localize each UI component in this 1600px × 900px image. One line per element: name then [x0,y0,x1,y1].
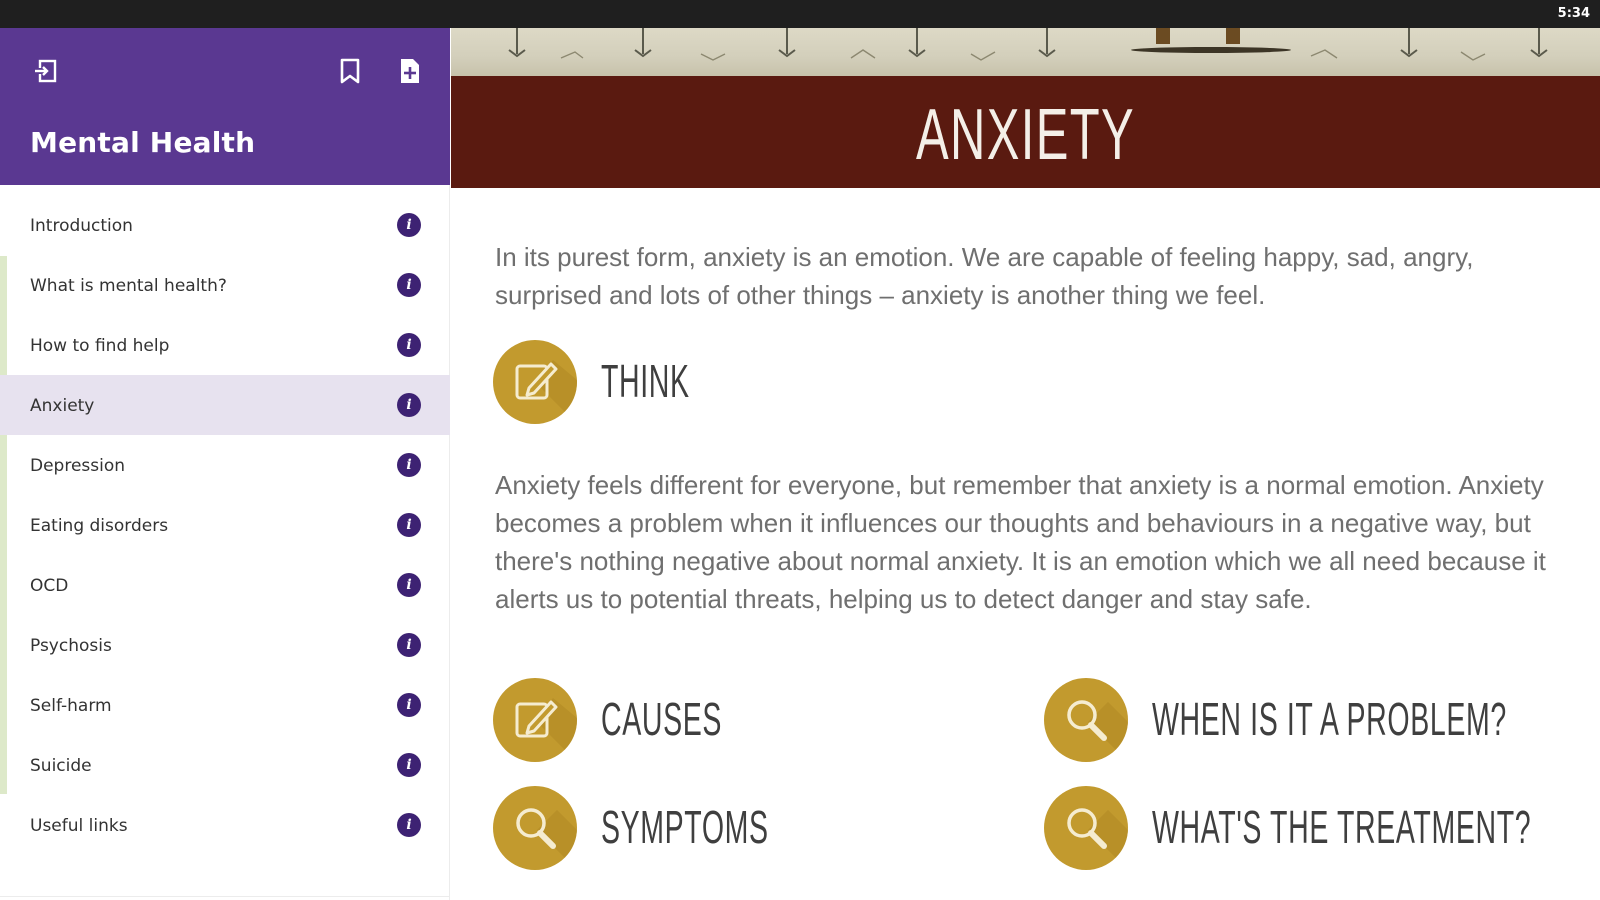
info-icon[interactable]: i [397,693,421,717]
magnifier-icon [493,786,577,870]
status-time: 5:34 [1557,6,1590,21]
sidebar-item-depression[interactable] [0,435,450,495]
sidebar-item-introduction[interactable] [0,195,450,255]
content-pane [451,28,1600,900]
sidebar-item-how-to-find-help[interactable] [0,315,450,375]
sidebar-item-anxiety[interactable] [0,375,450,435]
sidebar [0,28,450,900]
info-icon[interactable]: i [397,393,421,417]
sidebar-item-useful-links[interactable] [0,795,450,855]
info-icon[interactable]: i [397,573,421,597]
sidebar-item-eating-disorders[interactable] [0,495,450,555]
sidebar-item-ocd[interactable] [0,555,450,615]
nav-divider [0,896,450,897]
info-icon[interactable]: i [397,213,421,237]
sidebar-item-what-is-mental-health[interactable] [0,255,450,315]
app-title: Mental Health [30,126,256,159]
think-heading [493,340,793,426]
page-title: ANXIETY [915,95,1136,175]
sidebar-item-suicide[interactable] [0,735,450,795]
page-title-banner [451,76,1600,188]
sign-in-icon[interactable] [30,56,60,86]
sidebar-item-label: Anxiety [30,396,95,416]
section-link-what-s-the-treatment[interactable] [1044,786,1564,872]
info-icon[interactable]: i [397,633,421,657]
info-icon[interactable]: i [397,453,421,477]
bookmark-icon[interactable] [335,56,365,86]
info-icon[interactable]: i [397,333,421,357]
sidebar-item-label: Introduction [30,216,133,236]
intro-paragraph: In its purest form, anxiety is an emotion. We are capable of feeling happy, sad, angry, surprised and lots of other things – anxiety is another thing we feel. [495,242,1474,310]
section-label: CAUSES [601,693,723,745]
info-icon[interactable]: i [397,813,421,837]
section-link-causes[interactable] [493,678,1013,764]
magnifier-icon [1044,786,1128,870]
sidebar-item-label: Eating disorders [30,516,169,536]
section-label: WHAT'S THE TREATMENT? [1152,801,1532,853]
body-paragraph: Anxiety feels different for everyone, but remember that anxiety is a normal emotion. Anxiety becomes a problem when it influences our thoughts and behaviours in a negative way, but there's nothing negative about normal anxiety. It is an emotion which we all need because it alerts us to potential threats, helping us to detect danger and stay safe. [495,470,1546,614]
section-label: WHEN IS IT A PROBLEM? [1152,693,1507,745]
sidebar-item-label: Psychosis [30,636,112,656]
sidebar-item-label: Depression [30,456,126,476]
section-label: SYMPTOMS [601,801,769,853]
edit-icon [493,678,577,762]
info-icon[interactable]: i [397,753,421,777]
banner-illustration [451,28,1600,76]
sidebar-item-label: Self-harm [30,696,112,716]
section-link-when-is-it-a-problem[interactable] [1044,678,1564,764]
status-bar [0,0,1600,28]
think-label: THINK [601,355,690,407]
sidebar-item-label: Useful links [30,816,128,836]
info-icon[interactable]: i [397,273,421,297]
sidebar-header [0,28,450,185]
info-icon[interactable]: i [397,513,421,537]
sidebar-item-label: OCD [30,576,69,596]
sidebar-item-label: How to find help [30,336,170,356]
nav-list [0,195,450,855]
magnifier-icon [1044,678,1128,762]
sidebar-item-self-harm[interactable] [0,675,450,735]
edit-icon [493,340,577,424]
add-document-icon[interactable] [395,56,425,86]
sidebar-item-label: Suicide [30,756,92,776]
section-link-symptoms[interactable] [493,786,1013,872]
sidebar-item-psychosis[interactable] [0,615,450,675]
sidebar-item-label: What is mental health? [30,276,227,296]
